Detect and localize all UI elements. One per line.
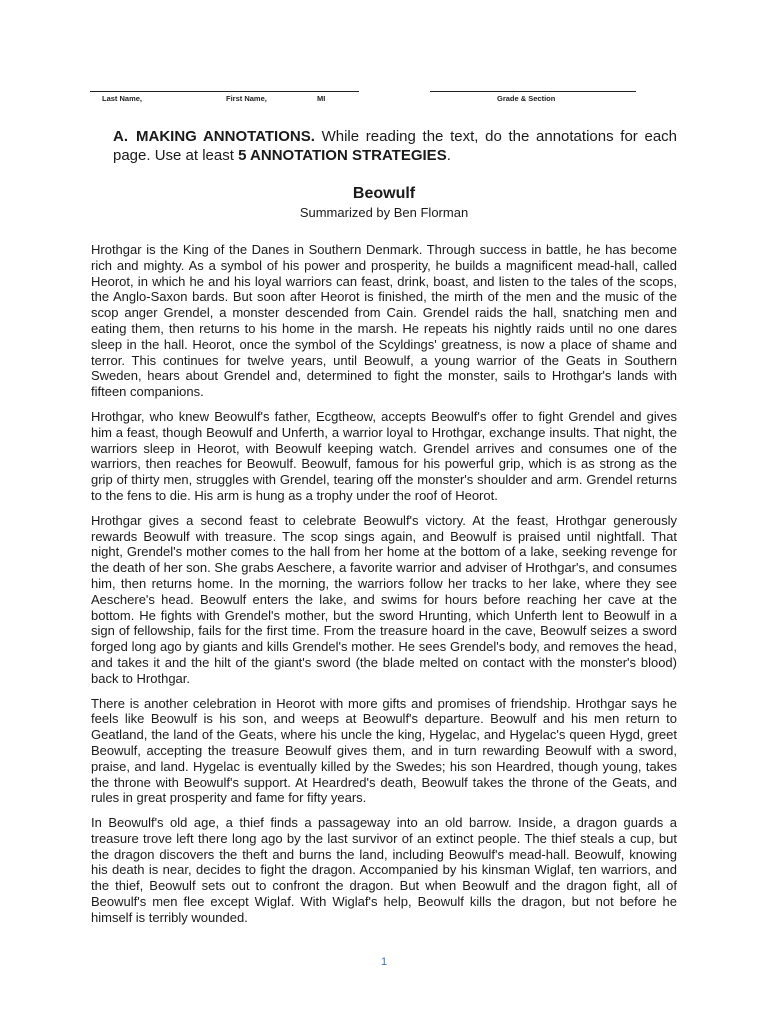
- paragraph: Hrothgar, who knew Beowulf's father, Ecgtheow, accepts Beowulf's offer to fight Grendel and gives him a feast, though Beowulf and Unferth, a warrior loyal to Hrothgar, exchange insults. That night, the warriors sleep in Heorot, with Beowulf keeping watch. Grendel arrives and consumes one of the warriors, then reaches for Beowulf. Beowulf, famous for his powerful grip, which is as strong as the grip of thirty men, struggles with Grendel, tearing off the monster's shoulder and arm. Grendel returns to the fens to die. His arm is hung as a trophy under the roof of Heorot.: [91, 408, 677, 503]
- instruction-number: A.: [113, 128, 128, 145]
- document-title: Beowulf: [352, 185, 416, 202]
- instruction-text-before: While reading the text, do the annotations for each page. Use at least: [113, 128, 677, 164]
- paragraph: In Beowulf's old age, a thief finds a passageway into an old barrow. Inside, a dragon guards a treasure trove left there long ago by the last survivor of an extinct people. The thief steals a cup, but the dragon discovers the theft and burns the land, including Beowulf's mead-hall. Beowulf, knowing his death is near, decides to fight the dragon. Accompanied by his kinsman Wiglaf, ten warriors, and the thief, Beowulf sets out to confront the dragon. But when Beowulf and the dragon fight, all of Beowulf's men flee except Wiglaf. With Wiglaf's help, Beowulf kills the dragon, but not before he himself is terribly wounded.: [91, 815, 677, 925]
- last-name-label: Last Name,: [102, 94, 143, 103]
- page-number: 1: [380, 956, 388, 968]
- paragraph: There is another celebration in Heorot with more gifts and promises of friendship. Hrothgar says he feels like Beowulf is his son, and weeps at Beowulf's departure. Beowulf and his men return to Geatland, the land of the Geats, where his uncle the king, Hygelac, and Hygelac's queen Hygd, greet Beowulf, accepting the treasure Beowulf gives them, and in turn rewarding Beowulf with a sword, praise, and land. Hygelac is eventually killed by the Swedes; his son Heardred, though young, takes the throne with Beowulf's support. At Heardred's death, Beowulf takes the throne of the Geats, and rules in great prosperity and fame for fifty years.: [91, 695, 677, 806]
- instruction-emphasis: 5 ANNOTATION STRATEGIES: [238, 147, 447, 164]
- name-fill-line: [90, 91, 359, 92]
- paragraph: Hrothgar gives a second feast to celebrate Beowulf's victory. At the feast, Hrothgar generously rewards Beowulf with treasure. The scop sings again, and Beowulf is praised until nightfall. That night, Grendel's mother comes to the hall from her home at the bottom of a lake, seeking revenge for the death of her son. She grabs Aeschere, a favorite warrior and adviser of Hrothgar's, and consumes him, then returns home. In the morning, the warriors follow her tracks to her lake, where they see Aeschere's head. Beowulf enters the lake, and swims for hours before reaching her cave at the bottom. He fights with Grendel's mother, but the sword Hrunting, which Unferth lent to Beowulf in a sign of fellowship, fails for the first time. From the treasure hoard in the cave, Beowulf seizes a sword forged long ago by giants and kills Grendel's mother. He sees Grendel's body, and removes the head, and takes it and the hilt of the giant's sword (the blade melted on contact with the monster's blood) back to Hrothgar.: [91, 512, 677, 686]
- instruction-lead: MAKING ANNOTATIONS.: [136, 128, 315, 145]
- paragraph: Hrothgar is the King of the Danes in Southern Denmark. Through success in battle, he has become rich and mighty. As a symbol of his power and prosperity, he builds a magnificent mead-hall, called Heorot, in which he and his loyal warriors can feast, drink, boast, and listen to the tales of the scops, the Anglo-Saxon bards. But soon after Heorot is finished, the mirth of the men and the music of the scop anger Grendel, a monster descended from Cain. Grendel raids the hall, snatching men and eating them, then returns to his home in the marsh. He repeats his nightly raids until no one dares sleep in the hall. Heorot, once the symbol of the Scyldings' greatness, is now a place of shame and terror. This continues for twelve years, until Beowulf, a young warrior of the Geats in Southern Sweden, hears about Grendel and, determined to fight the monster, sails to Hrothgar's lands with fifteen companions.: [91, 242, 677, 400]
- instruction: [113, 127, 677, 165]
- document-subtitle: Summarized by Ben Florman: [299, 205, 469, 220]
- instruction-text-after: .: [446, 147, 451, 164]
- summary-body: [91, 242, 677, 935]
- grade-section-fill-line: [430, 91, 636, 92]
- grade-section-label: Grade & Section: [497, 94, 556, 103]
- first-name-label: First Name,: [226, 94, 267, 103]
- middle-initial-label: MI: [317, 94, 326, 103]
